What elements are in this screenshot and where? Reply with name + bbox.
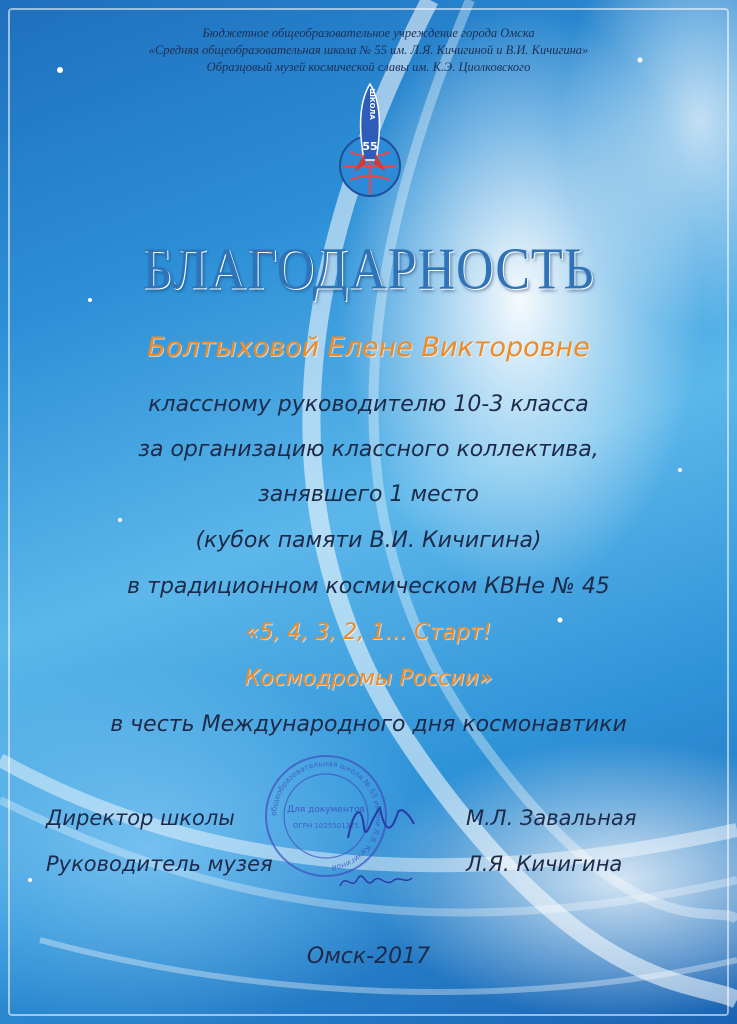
footer-place-year: Омск-2017 <box>306 944 431 969</box>
page-title: БЛАГОДАРНОСТЬ <box>142 236 595 303</box>
museum-head-signature <box>336 866 416 896</box>
stamp-ogrn: ОГРН 1025501375 <box>292 822 360 830</box>
event-title-line-1: «5, 4, 3, 2, 1… Старт! <box>245 620 492 645</box>
director-signature <box>340 798 420 848</box>
body-line-3: занявшего 1 место <box>258 482 479 507</box>
body-line-6: в честь Международного дня космонавтики <box>110 712 627 737</box>
signature-name-museum-head: Л.Я. Кичигина <box>466 852 623 876</box>
header-line-1: Бюджетное общеобразовательное учреждение города Омска <box>202 26 535 40</box>
body-line-5: в традиционном космическом КВНе № 45 <box>127 574 610 599</box>
body-line-1: классному руководителю 10-3 класса <box>148 392 589 417</box>
logo-vertical-text: ШКОЛА <box>368 88 376 120</box>
school-museum-logo <box>328 82 412 200</box>
stamp-ring-text: общеобразовательная школа № 55 имени Л.Я. Кичигиной <box>268 758 384 873</box>
body-line-2: за организацию классного коллектива, <box>138 437 599 462</box>
header-line-2: «Средняя общеобразовательная школа № 55 им. Л.Я. Кичигиной и В.И. Кичигина» <box>148 43 589 57</box>
event-title-line-2: Космодромы России» <box>244 666 493 691</box>
signature-role-director: Директор школы <box>46 806 235 830</box>
signature-name-director: М.Л. Завальная <box>466 806 637 830</box>
body-line-4: (кубок памяти В.И. Кичигина) <box>195 528 542 553</box>
signature-role-museum-head: Руководитель музея <box>46 852 273 876</box>
stamp-center-text: Для документов <box>287 805 365 815</box>
logo-number: 55 <box>362 140 378 153</box>
header-line-3: Образцовый музей космической славы им. К.Э. Циолковского <box>206 60 531 74</box>
recipient-name: Болтыховой Елене Викторовне <box>147 332 590 363</box>
